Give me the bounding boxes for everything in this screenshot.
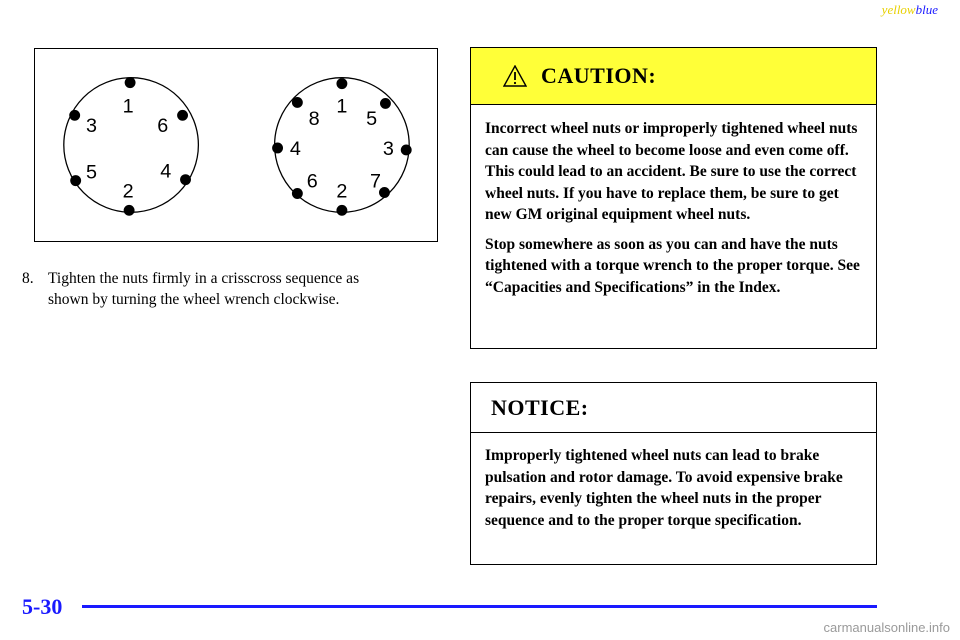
step-text-line2: shown by turning the wheel wrench clockwise.: [48, 291, 340, 308]
lug-nut-dot: [336, 205, 347, 216]
footer-rule: [82, 605, 877, 608]
lug-label: 8: [308, 108, 320, 131]
lug-label: 1: [336, 95, 348, 118]
lug-nut-dot: [69, 110, 80, 121]
lug-label: 7: [370, 170, 382, 193]
lug-nut-dot: [70, 175, 81, 186]
notice-title: NOTICE:: [491, 394, 589, 420]
lug-nut-diagram: [35, 49, 437, 241]
caution-body: [471, 105, 876, 298]
caution-paragraph-2: Stop somewhere as soon as you can and have the nuts tightened with a torque wrench to the proper torque. See “Capacities and Specifications” in the Index.: [485, 235, 860, 296]
lug-label: 5: [366, 108, 378, 131]
lug-nut-dot: [272, 143, 283, 154]
lug-nut-dot: [125, 77, 136, 88]
lug-nut-dot: [292, 97, 303, 108]
lug-nut-dot: [336, 78, 347, 89]
caution-box: [470, 47, 877, 349]
lug-nut-dot: [124, 205, 135, 216]
lug-label: 6: [157, 115, 169, 138]
lug-nut-sequence-figure: [34, 48, 438, 242]
lug-nut-dot: [401, 145, 412, 156]
lug-label: 1: [122, 95, 134, 118]
lug-label: 2: [336, 180, 348, 203]
lug-nut-dot: [292, 188, 303, 199]
caution-header: [471, 48, 876, 105]
lug-nut-dot: [177, 110, 188, 121]
lug-label: 4: [289, 137, 301, 160]
watermark: carmanualsonline.info: [823, 620, 950, 635]
step-number: 8.: [22, 270, 34, 287]
lug-label: 5: [85, 161, 98, 184]
lug-label: 6: [306, 170, 318, 193]
lug-label: 2: [122, 180, 134, 203]
step-text-line1: Tighten the nuts firmly in a crisscross sequence as: [48, 270, 360, 287]
color-tag-blue: blue: [915, 2, 938, 17]
caution-title: CAUTION:: [541, 63, 657, 88]
step-8-instruction: [22, 268, 442, 310]
caution-paragraph-1: Incorrect wheel nuts or improperly tightened wheel nuts can cause the wheel to become loose and even come off. This could lead to an accident. Be sure to use the correct wheel nuts. If you have to replace them, be sure to get new GM original equipment wheel nuts.: [485, 120, 858, 223]
notice-paragraph: Improperly tightened wheel nuts can lead to brake pulsation and rotor damage. To avoid expensive brake repairs, evenly tighten the wheel nuts in the proper sequence and to the proper torque specification.: [485, 447, 843, 529]
notice-header: [471, 383, 876, 433]
color-tag: [882, 2, 938, 18]
page-number: 5-30: [22, 594, 63, 619]
color-tag-yellow: yellow: [881, 2, 916, 17]
warning-triangle-icon: [503, 65, 527, 87]
notice-box: [470, 382, 877, 565]
notice-body: [471, 433, 876, 531]
lug-nut-dot: [180, 174, 191, 185]
lug-nut-dot: [380, 98, 391, 109]
lug-label: 4: [160, 160, 172, 183]
lug-label: 3: [382, 137, 394, 160]
lug-label: 3: [85, 115, 98, 138]
